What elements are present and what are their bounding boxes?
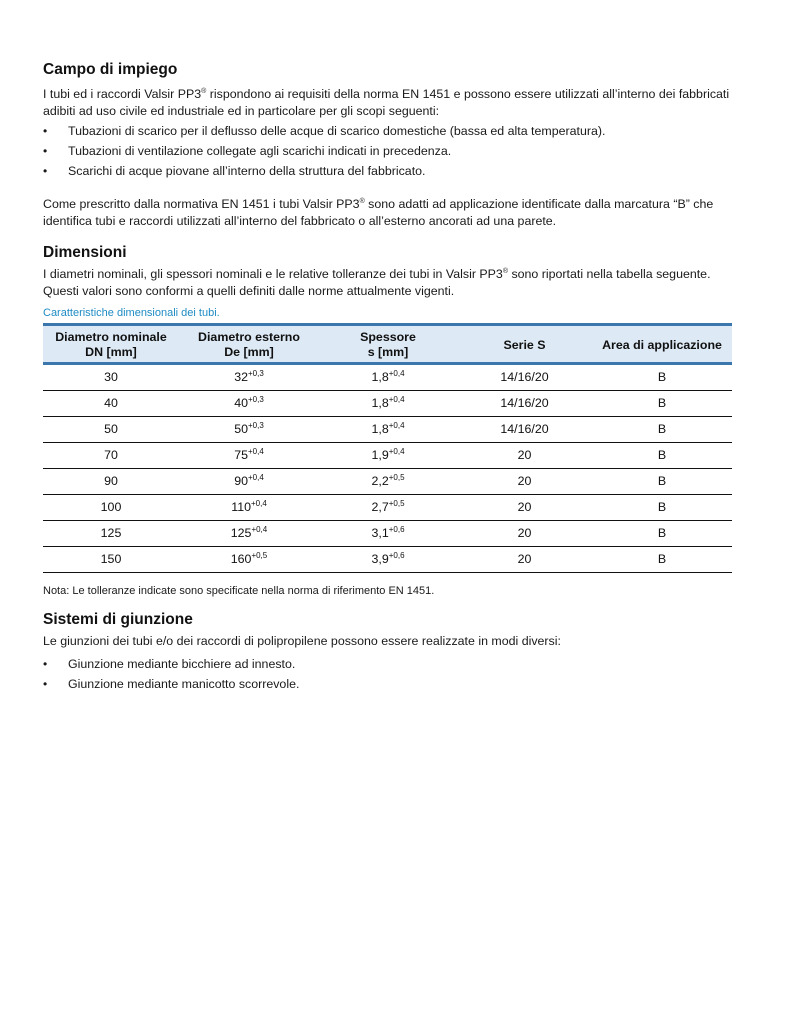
- list-item: [43, 143, 748, 160]
- table-row: [43, 469, 732, 495]
- campo-bullet-list: [43, 123, 748, 180]
- column-header-area: [592, 325, 732, 364]
- table-row: [43, 391, 732, 417]
- column-header-spessore: [319, 325, 457, 364]
- bullet-icon: •: [43, 124, 48, 138]
- cell-value: 2,2: [371, 474, 389, 488]
- cell-value: B: [657, 422, 667, 436]
- cell-value: 32: [234, 370, 248, 384]
- cell-spessore: [319, 469, 457, 495]
- cell-area: [592, 364, 732, 391]
- table-caption: Caratteristiche dimensionali dei tubi.: [43, 307, 220, 319]
- cell-de: [179, 521, 319, 547]
- cell-value: 40: [234, 396, 248, 410]
- cell-serie: [457, 495, 592, 521]
- table-footnote: Nota: Le tolleranze indicate sono specificate nella norma di riferimento EN 1451.: [43, 585, 435, 597]
- dimensioni-intro-paragraph: [43, 266, 748, 300]
- header-line2: DN [mm]: [85, 345, 137, 359]
- bullet-icon: •: [43, 144, 48, 158]
- cell-spessore: [319, 547, 457, 573]
- cell-serie: [457, 521, 592, 547]
- dimensioni-intro-text-a: I diametri nominali, gli spessori nominali e le relative tolleranze dei tubi in Valsir PP3: [43, 267, 503, 281]
- header-line1: Area di applicazione: [602, 337, 722, 352]
- cell-value: 125: [230, 526, 252, 540]
- section-title-campo-di-impiego: Campo di impiego: [43, 61, 178, 78]
- tolerance-value: +0,4: [388, 369, 405, 378]
- table-row: [43, 521, 732, 547]
- cell-area: [592, 495, 732, 521]
- cell-value: 50: [234, 422, 248, 436]
- table-row: [43, 364, 732, 391]
- tolerance-value: +0,4: [248, 447, 264, 456]
- cell-dn: [43, 521, 179, 547]
- cell-value: B: [657, 474, 667, 488]
- cell-dn: [43, 417, 179, 443]
- tolerance-value: +0,3: [248, 369, 264, 378]
- dimensioni-intro-text-b: sono riportati nella tabella seguente. Questi valori sono conformi a quelli definiti dalle norme attualmente vigenti.: [43, 267, 711, 298]
- cell-value: 125: [100, 526, 122, 540]
- giunzione-intro-paragraph: Le giunzioni dei tubi e/o dei raccordi di polipropilene possono essere realizzate in modi diversi:: [43, 634, 561, 648]
- tolerance-value: +0,6: [388, 525, 405, 534]
- cell-value: 75: [234, 448, 248, 462]
- cell-value: 90: [234, 474, 248, 488]
- cell-value: 14/16/20: [500, 422, 549, 436]
- document-page: [43, 60, 748, 696]
- header-line2: De [mm]: [224, 345, 274, 359]
- giunzione-bullet-list: [43, 656, 748, 693]
- registered-mark: ®: [201, 88, 207, 95]
- table-row: [43, 495, 732, 521]
- cell-area: [592, 417, 732, 443]
- cell-spessore: [319, 364, 457, 391]
- cell-dn: [43, 547, 179, 573]
- bullet-icon: •: [43, 657, 48, 671]
- table-body: [43, 364, 732, 573]
- cell-value: 3,9: [371, 552, 389, 566]
- cell-spessore: [319, 417, 457, 443]
- registered-mark: ®: [502, 268, 508, 275]
- cell-de: [179, 417, 319, 443]
- cell-value: 70: [104, 448, 118, 462]
- cell-de: [179, 469, 319, 495]
- list-item: [43, 656, 748, 673]
- cell-serie: [457, 443, 592, 469]
- cell-dn: [43, 364, 179, 391]
- tolerance-value: +0,3: [248, 395, 264, 404]
- campo-intro-text-a: I tubi ed i raccordi Valsir PP3: [43, 87, 202, 101]
- cell-dn: [43, 443, 179, 469]
- cell-spessore: [319, 521, 457, 547]
- table-header-row: [43, 325, 732, 364]
- list-item-text: Tubazioni di scarico per il deflusso delle acque di scarico domestiche (bassa ed alta temperatura).: [68, 124, 606, 138]
- header-line2: s [mm]: [367, 345, 409, 359]
- registered-mark: ®: [359, 198, 365, 205]
- cell-value: 110: [231, 500, 251, 514]
- tolerance-value: +0,4: [388, 447, 405, 456]
- cell-value: 100: [100, 500, 122, 514]
- tolerance-value: +0,4: [251, 525, 268, 534]
- cell-dn: [43, 391, 179, 417]
- list-item: [43, 123, 748, 140]
- tolerance-value: +0,6: [388, 551, 405, 560]
- cell-value: 20: [517, 474, 532, 488]
- section-title-dimensioni: Dimensioni: [43, 244, 127, 261]
- cell-value: 14/16/20: [500, 396, 549, 410]
- tolerance-value: +0,5: [251, 551, 268, 560]
- cell-area: [592, 521, 732, 547]
- header-line1: Diametro nominale: [55, 330, 167, 344]
- cell-value: 20: [517, 500, 532, 514]
- cell-value: 1,9: [371, 448, 389, 462]
- cell-spessore: [319, 443, 457, 469]
- list-item-text: Giunzione mediante manicotto scorrevole.: [68, 677, 300, 691]
- cell-de: [179, 547, 319, 573]
- tolerance-value: +0,4: [250, 499, 267, 508]
- header-line1: Spessore: [360, 330, 416, 344]
- cell-value: B: [657, 396, 667, 410]
- table-header: [43, 325, 732, 364]
- campo-intro-paragraph: [43, 86, 748, 120]
- cell-de: [179, 391, 319, 417]
- cell-value: B: [657, 448, 667, 462]
- campo-note-text-b: sono adatti ad applicazione identificate dalla marcatura “B” che identifica tubi e raccordi utilizzati all’interno del fabbricato o all’esterno ancorati ad una parete.: [43, 197, 714, 228]
- cell-dn: [43, 469, 179, 495]
- dimensions-table: [43, 323, 732, 573]
- cell-area: [592, 391, 732, 417]
- bullet-icon: •: [43, 677, 48, 691]
- cell-value: 160: [230, 552, 252, 566]
- cell-value: 1,8: [371, 422, 389, 436]
- cell-value: B: [657, 500, 667, 514]
- header-line1: Diametro esterno: [198, 330, 300, 344]
- cell-value: B: [657, 526, 667, 540]
- cell-value: 2,7: [371, 500, 389, 514]
- cell-value: 90: [104, 474, 118, 488]
- cell-value: 3,1: [371, 526, 389, 540]
- cell-value: 1,8: [371, 396, 389, 410]
- list-item: [43, 676, 748, 693]
- tolerance-value: +0,4: [388, 421, 405, 430]
- cell-value: B: [657, 552, 667, 566]
- cell-value: 150: [100, 552, 122, 566]
- cell-value: 30: [104, 370, 118, 384]
- cell-value: 20: [517, 448, 532, 462]
- cell-value: 14/16/20: [500, 370, 549, 384]
- cell-serie: [457, 469, 592, 495]
- cell-value: 50: [104, 422, 118, 436]
- tolerance-value: +0,4: [248, 473, 264, 482]
- tolerance-value: +0,4: [388, 395, 405, 404]
- column-header-serie: [457, 325, 592, 364]
- cell-serie: [457, 417, 592, 443]
- cell-spessore: [319, 495, 457, 521]
- list-item-text: Scarichi di acque piovane all’interno della struttura del fabbricato.: [68, 164, 426, 178]
- table-row: [43, 417, 732, 443]
- tolerance-value: +0,5: [388, 499, 405, 508]
- tolerance-value: +0,3: [248, 421, 264, 430]
- cell-serie: [457, 364, 592, 391]
- cell-serie: [457, 391, 592, 417]
- list-item-text: Giunzione mediante bicchiere ad innesto.: [68, 657, 296, 671]
- cell-spessore: [319, 391, 457, 417]
- cell-value: 1,8: [371, 370, 389, 384]
- cell-serie: [457, 547, 592, 573]
- column-header-de: [179, 325, 319, 364]
- table-row: [43, 443, 732, 469]
- cell-value: 20: [517, 526, 532, 540]
- campo-intro-text-b: rispondono ai requisiti della norma EN 1451 e possono essere utilizzati all’interno dei fabbricati adibiti ad uso civile ed industriale ed in particolare per gli scopi seguenti:: [43, 87, 730, 118]
- cell-de: [179, 364, 319, 391]
- table-row: [43, 547, 732, 573]
- list-item: [43, 163, 748, 180]
- cell-de: [179, 443, 319, 469]
- campo-note-text-a: Come prescritto dalla normativa EN 1451 i tubi Valsir PP3: [43, 197, 360, 211]
- bullet-icon: •: [43, 164, 48, 178]
- cell-area: [592, 469, 732, 495]
- list-item-text: Tubazioni di ventilazione collegate agli scarichi indicati in precedenza.: [68, 144, 452, 158]
- cell-value: B: [657, 370, 667, 384]
- cell-area: [592, 547, 732, 573]
- tolerance-value: +0,5: [388, 473, 405, 482]
- section-title-sistemi-di-giunzione: Sistemi di giunzione: [43, 611, 193, 628]
- cell-de: [179, 495, 319, 521]
- cell-area: [592, 443, 732, 469]
- cell-value: 40: [104, 396, 118, 410]
- column-header-dn: [43, 325, 179, 364]
- cell-value: 20: [517, 552, 532, 566]
- cell-dn: [43, 495, 179, 521]
- header-line1: Serie S: [503, 337, 546, 352]
- campo-marking-paragraph: [43, 196, 748, 230]
